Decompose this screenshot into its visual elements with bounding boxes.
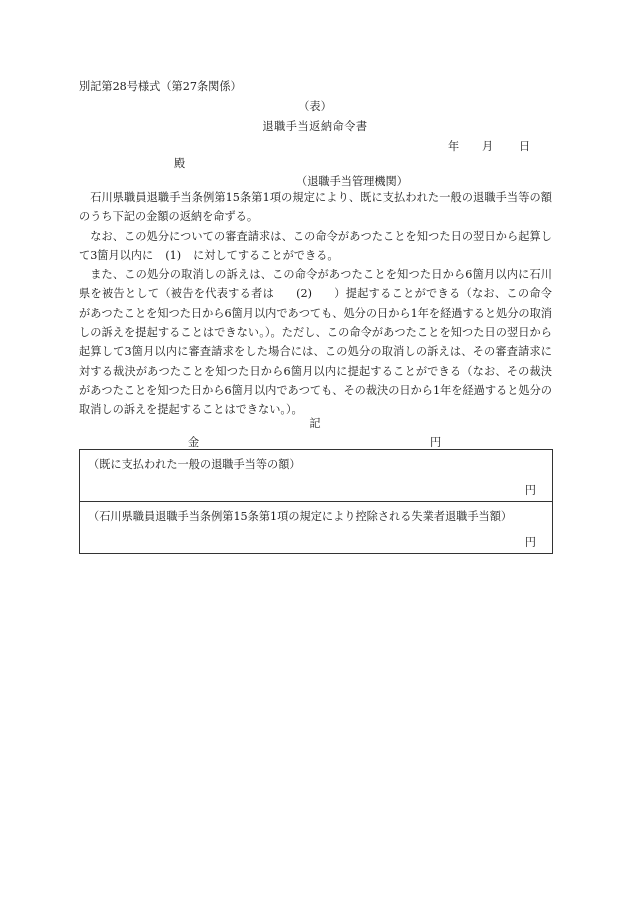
amount-label: 金	[188, 436, 200, 449]
row-yen-unit: 円	[524, 484, 536, 497]
addressee-suffix: 殿	[174, 157, 186, 170]
paragraph-1: 石川県職員退職手当条例第15条第1項の規定により、既に支払われた一般の退職手当等の額のうち下記の金額の返納を命ずる。	[79, 191, 552, 224]
issuing-agency: （退職手当管理機関）	[296, 175, 408, 188]
blank-1: (1)	[165, 248, 182, 262]
blank-2: (2)	[296, 287, 312, 301]
form-number-label: 別記第28号様式（第27条関係）	[79, 80, 242, 93]
ki-heading: 記	[309, 417, 321, 430]
table-row	[80, 450, 552, 502]
body-text	[79, 188, 552, 420]
paragraph-3-text-a: また、この処分の取消しの訴えは、この命令があつたことを知つた日から6箇月以内に石川県を被告として（被告を代表する者は	[79, 268, 552, 301]
paragraph-3	[79, 265, 552, 419]
paragraph-2-text-b: に対してすることができる。	[193, 248, 339, 262]
row-label-deducted-allowance: （石川県職員退職手当条例第15条第1項の規定により控除される失業者退職手当額）	[88, 510, 513, 523]
paragraph-2	[79, 227, 552, 266]
table-row	[80, 502, 552, 553]
document-title: 退職手当返納命令書	[262, 120, 368, 133]
amount-yen-unit: 円	[430, 436, 442, 449]
amount-breakdown-table	[79, 449, 553, 554]
date-day: 日	[519, 140, 531, 153]
row-yen-unit: 円	[524, 536, 536, 549]
date-month: 月	[482, 140, 494, 153]
paragraph-3-text-b: ）提起することができる（なお、この命令があつたことを知つた日から6箇月以内であつても、処分の日から1年を経過すると処分の取消しの訴えを提起することはできない。）。ただし、この命令があつたことを知つた日の翌日から起算して3箇月以内に審査請求をした場合には、この処分の取消しの訴えは、その審査請求に対する裁決があつたことを知つた日から6箇月以内に提起することができる（なお、その裁決があつたことを知つた日から6箇月以内であつても、その裁決の日から1年を経過すると処分の取消しの訴えを提起することはできない。）。	[79, 287, 552, 417]
row-label-paid-allowance: （既に支払われた一般の退職手当等の額）	[88, 458, 301, 471]
paragraph-2-text-a: なお、この処分についての審査請求は、この命令があつたことを知つた日の翌日から起算して3箇月以内に	[79, 229, 552, 262]
side-label: （表）	[298, 100, 332, 113]
date-year: 年	[448, 140, 460, 153]
